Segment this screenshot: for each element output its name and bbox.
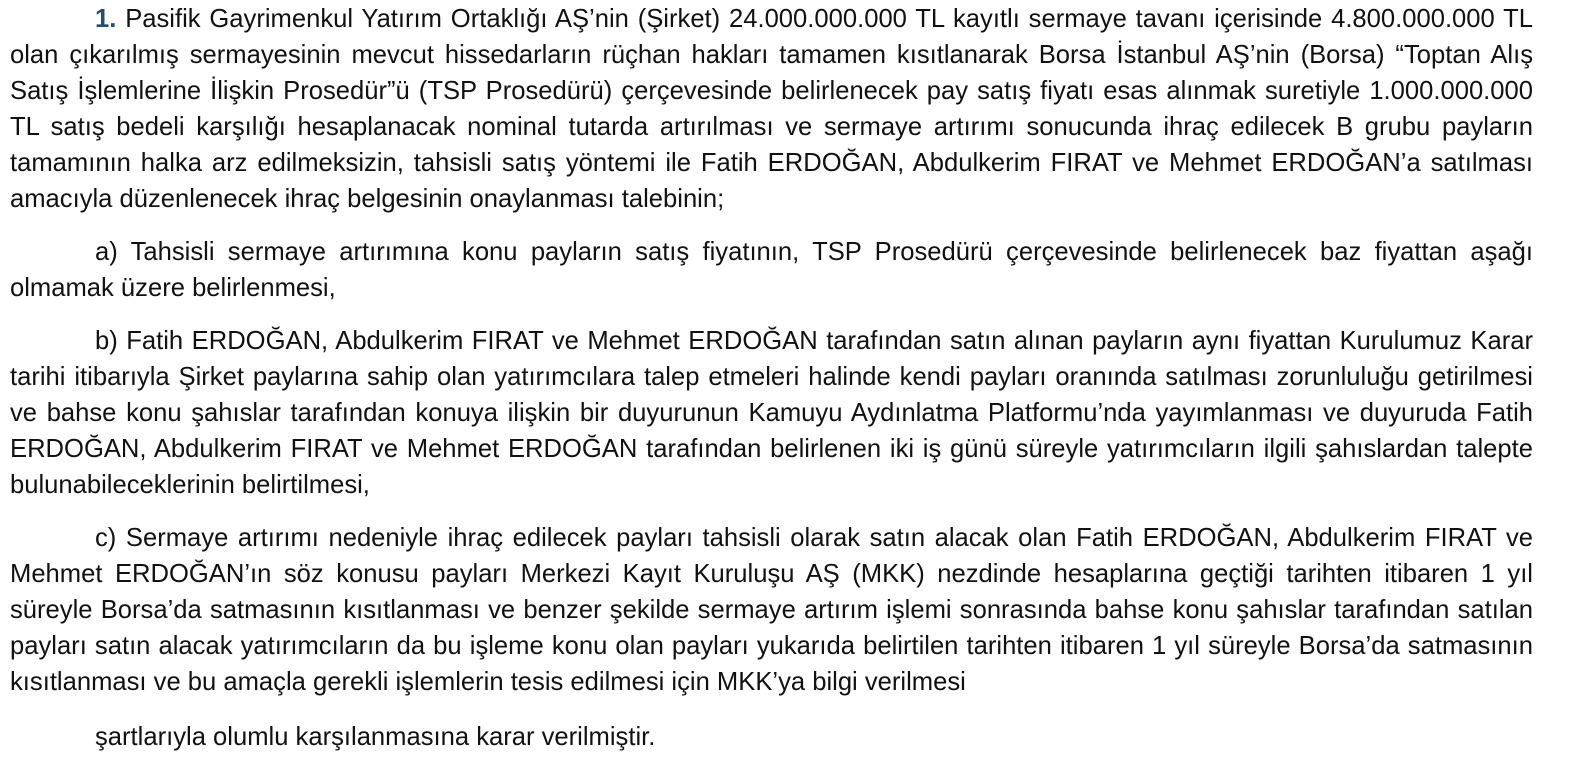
condition-b: b) Fatih ERDOĞAN, Abdulkerim FIRAT ve Mehmet ERDOĞAN tarafından satın alınan payların aynı fiyattan Kurulumuz Karar tarihi itibarıyla Şirket paylarına sahip olan yatırımcılara talep etmeleri halinde kendi payları oranında satılması zorunluluğu getirilmesi ve bahse konu şahıslar tarafından konuya ilişkin bir duyurunun Kamuyu Aydınlatma Platformu’nda yayımlanması ve duyuruda Fatih ERDOĞAN, Abdulkerim FIRAT ve Mehmet ERDOĞAN tarafından belirlenen iki iş günü süreyle yatırımcıların ilgili şahıslardan talepte bulunabileceklerinin belirtilmesi, <box>10 327 1533 499</box>
item-number: 1. <box>95 5 117 33</box>
decision-paragraph <box>10 1 1533 217</box>
condition-c: c) Sermaye artırımı nedeniyle ihraç edilecek payları tahsisli olarak satın alacak olan Fatih ERDOĞAN, Abdulkerim FIRAT ve Mehmet ERDOĞAN’ın söz konusu payları Merkezi Kayıt Kuruluşu AŞ (MKK) nezdinde hesaplarına geçtiği tarihten itibaren 1 yıl süreyle Borsa’da satmasının kısıtlanması ve benzer şekilde sermaye artırım işlemi sonrasında bahse konu şahıslar tarafından satılan payları satın alacak yatırımcıların da bu işleme konu olan payları yukarıda belirtilen tarihten itibaren 1 yıl süreyle Borsa’da satmasının kısıtlanması ve bu amaçla gerekli işlemlerin tesis edilmesi için MKK’ya bilgi verilmesi <box>10 524 1533 696</box>
conclusion: şartlarıyla olumlu karşılanmasına karar verilmiştir. <box>95 723 656 751</box>
decision-text: Pasifik Gayrimenkul Yatırım Ortaklığı AŞ’nin (Şirket) 24.000.000.000 TL kayıtlı sermaye tavanı içerisinde 4.800.000.000 TL olan çıkarılmış sermayesinin mevcut hissedarların rüçhan hakları tamamen kısıtlanarak Borsa İstanbul AŞ’nin (Borsa) “Toptan Alış Satış İşlemlerine İlişkin Prosedür”ü (TSP Prosedürü) çerçevesinde belirlenecek pay satış fiyatı esas alınmak suretiyle 1.000.000.000 TL satış bedeli karşılığı hesaplanacak nominal tutarda artırılması ve sermaye artırımı sonucunda ihraç edilecek B grubu payların tamamının halka arz edilmeksizin, tahsisli satış yöntemi ile Fatih ERDOĞAN, Abdulkerim FIRAT ve Mehmet ERDOĞAN’a satılması amacıyla düzenlenecek ihraç belgesinin onaylanması talebinin; <box>10 5 1533 213</box>
document-body <box>10 1 1533 755</box>
condition-a: a) Tahsisli sermaye artırımına konu payların satış fiyatının, TSP Prosedürü çerçevesinde belirlenecek baz fiyattan aşağı olmamak üzere belirlenmesi, <box>10 238 1533 302</box>
